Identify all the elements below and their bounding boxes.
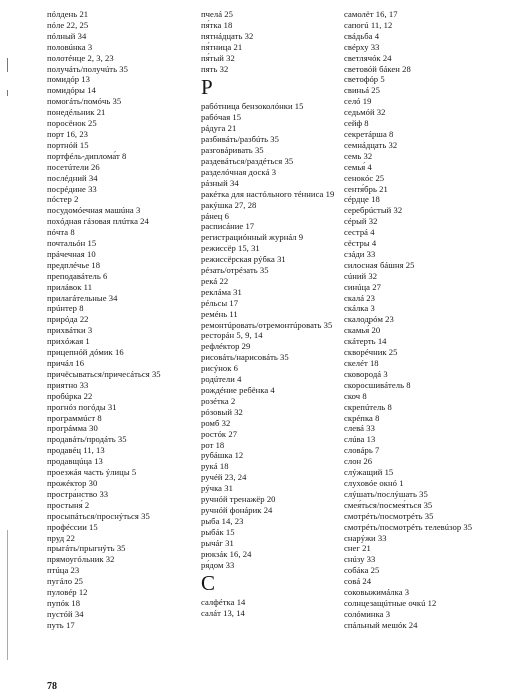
index-entry: понедéльник 21 <box>47 107 106 118</box>
index-entry: продавáть/продáть 35 <box>47 434 127 445</box>
index-entry: предплéчье 18 <box>47 259 101 270</box>
index-entry: смотрéть/посмотрéть телевúзор 35 <box>344 521 473 532</box>
index-entry: режиссёрская рýбка 31 <box>201 254 286 265</box>
index-entry: пятнáдцать 32 <box>201 30 254 41</box>
index-entry: светлячóк 24 <box>344 52 392 63</box>
index-entry: ремонтúровать/отремонтúровать 35 <box>201 319 333 330</box>
index-entry: причáл 16 <box>47 358 85 368</box>
index-entry: прихóжая 1 <box>47 336 90 347</box>
index-entry: прямоугóльник 32 <box>47 554 115 565</box>
index-entry: разговáривать 35 <box>201 145 264 156</box>
index-entry: сéрый 32 <box>344 216 378 227</box>
index-entry: пугáло 25 <box>47 576 84 587</box>
index-entry: слúва 13 <box>344 434 376 445</box>
index-entry: сентя́брь 21 <box>344 183 388 194</box>
index-entry: реклáма 31 <box>201 286 242 297</box>
index-entry: салáт 13, 14 <box>201 608 245 619</box>
index-entry: прúнтер 8 <box>47 303 84 314</box>
index-entry: получáть/получúть 35 <box>47 63 128 74</box>
index-entry: рубáшка 12 <box>201 450 244 461</box>
index-entry: рóзовый 32 <box>201 406 243 417</box>
index-entry: пóлдень 21 <box>47 9 89 19</box>
index-entry: ростóк 27 <box>201 428 238 439</box>
index-entry: рычáг 31 <box>201 537 234 548</box>
index-entry: рыба 14, 23 <box>201 515 244 526</box>
index-entry: синúца 27 <box>344 281 381 292</box>
index-entry: прихвáтки 3 <box>47 325 93 336</box>
index-entry: скалодрóм 23 <box>344 314 394 325</box>
index-entry: просыпáться/проснýться 35 <box>47 510 150 521</box>
index-entry: скоч 8 <box>344 390 367 401</box>
index-entry: ря́дом 33 <box>201 559 235 570</box>
index-entry: розéтка 2 <box>201 395 236 406</box>
index-entry: прожéктор 30 <box>47 477 98 488</box>
index-entry: ручнóй фонáрик 24 <box>201 504 273 515</box>
index-entry: причёсываться/причесáться 35 <box>47 368 161 379</box>
index-entry: пóчта 8 <box>47 227 75 238</box>
index-entry: сестрá 4 <box>344 227 375 238</box>
index-entry: проезжáя часть ýлицы 5 <box>47 467 137 478</box>
index-entry: прирóда 22 <box>47 314 89 325</box>
index-entry: помидóр 13 <box>47 74 90 85</box>
index-entry: рýчка 31 <box>201 483 233 494</box>
index-entry: сенокóс 25 <box>344 172 385 183</box>
index-entry: сейф 8 <box>344 118 369 129</box>
index-entry: пóстер 2 <box>47 194 79 205</box>
index-entry: пя́тница 21 <box>201 41 243 52</box>
index-entry: снúзу 33 <box>344 554 376 565</box>
index-entry: посудомóечная машúна 3 <box>47 205 141 216</box>
index-entry: скворéчник 25 <box>344 347 398 358</box>
page-number: 78 <box>47 681 57 692</box>
index-entry: раздевáться/раздéться 35 <box>201 155 294 166</box>
index-entry: рéзать/отрéзать 35 <box>201 265 269 276</box>
index-entry: скáлка 3 <box>344 303 375 314</box>
index-entry: пробúрка 22 <box>47 390 93 401</box>
section-letter: Р <box>201 75 213 100</box>
index-entry: похóдная гáзовая плúтка 24 <box>47 216 149 227</box>
section-letter: С <box>201 571 216 596</box>
index-entry: рекá 22 <box>201 275 229 286</box>
index-entry: регистрациóнный журнáл 9 <box>201 232 304 243</box>
index-entry: прыгáть/прыгнýть 35 <box>47 543 126 554</box>
index-entry: серебрúстый 32 <box>344 205 403 216</box>
index-entry: снег 21 <box>344 543 371 554</box>
index-entry: пóле 22, 25 <box>47 19 89 30</box>
index-entry: смея́ться/посмея́ться 35 <box>344 499 433 510</box>
index-entry: пруд 22 <box>47 532 76 543</box>
index-entry: рáдуга 21 <box>201 123 237 134</box>
index-entry: поросёнок 25 <box>47 118 97 129</box>
index-entry: рáзный 34 <box>201 177 239 188</box>
index-entry: салфéтка 14 <box>201 597 246 608</box>
index-entry: простыня́ 2 <box>47 499 90 510</box>
index-entry: рабóтница бензоколóнки 15 <box>201 101 304 112</box>
index-entry: пя́тый 32 <box>201 52 235 63</box>
index-entry: ракéтка для настóльного тéнниса 19 <box>201 188 335 199</box>
index-entry: скелéт 18 <box>344 358 379 368</box>
index-entry: солóминка 3 <box>344 608 391 619</box>
index-entry: половúнка 3 <box>47 41 93 52</box>
index-entry: ресторáн 5, 9, 14 <box>201 330 263 341</box>
index-entry: рáнец 6 <box>201 210 229 221</box>
index-entry: скрéпка 8 <box>344 412 380 423</box>
index-column-2 <box>201 9 334 619</box>
index-entry: портнóй 15 <box>47 139 89 150</box>
index-entry: сёстры 4 <box>344 238 377 249</box>
index-entry: собáка 25 <box>344 565 380 576</box>
index-entry: прилагáтельные 34 <box>47 292 118 303</box>
index-entry: продавщúца 13 <box>47 456 103 467</box>
index-entry: пять 32 <box>201 63 229 74</box>
index-entry: прáчечная 10 <box>47 248 96 259</box>
index-entry: портфéль-диплома́т 8 <box>47 150 127 161</box>
index-entry: светофóр 5 <box>344 74 385 85</box>
index-entry: путь 17 <box>47 619 75 630</box>
scan-edge-mark <box>7 530 8 660</box>
index-entry: сéрдце 18 <box>344 194 380 205</box>
index-entry: сúний 32 <box>344 270 378 281</box>
index-entry: слевá 33 <box>344 423 375 434</box>
index-entry: рюкзáк 16, 24 <box>201 548 252 559</box>
index-entry: рот 18 <box>201 439 225 450</box>
index-entry: скамья́ 20 <box>344 325 381 336</box>
index-entry: рукá 18 <box>201 461 229 472</box>
index-entry: ракýшка 27, 28 <box>201 199 257 210</box>
index-entry: световóй бáкен 28 <box>344 63 411 74</box>
index-entry: ремéнь 11 <box>201 308 238 319</box>
index-entry: семь 32 <box>344 150 373 161</box>
index-entry: ромб 32 <box>201 417 231 428</box>
index-entry: режиссёр 15, 31 <box>201 243 260 254</box>
index-entry: прилáвок 11 <box>47 281 93 292</box>
index-entry: посрéдине 33 <box>47 183 97 194</box>
index-entry: силосная бáшня 25 <box>344 259 415 270</box>
index-entry: преподавáтель 6 <box>47 270 108 281</box>
index-entry: расписáние 17 <box>201 221 255 232</box>
index-entry: программúст 8 <box>47 412 102 423</box>
index-entry: послéдний 34 <box>47 172 98 183</box>
index-entry: рабóчая 15 <box>201 112 242 123</box>
index-entry: солнцезащúтные очкú 12 <box>344 597 437 608</box>
index-entry: приятно 33 <box>47 379 89 390</box>
index-entry: соковыжимáлка 3 <box>344 587 410 598</box>
index-entry: прицепнóй дóмик 16 <box>47 347 124 358</box>
index-entry: профéссии 15 <box>47 521 98 532</box>
index-entry: разделóчная доскá 3 <box>201 166 277 177</box>
index-entry: пуловéр 12 <box>47 587 88 598</box>
index-entry: почтальóн 15 <box>47 238 97 249</box>
index-entry: птúца 23 <box>47 565 80 576</box>
index-entry: рыбáк 15 <box>201 526 235 537</box>
index-entry: разбивáть/разбúть 35 <box>201 134 280 145</box>
index-entry: посетúтели 26 <box>47 161 100 172</box>
index-entry: семнáдцать 32 <box>344 139 398 150</box>
index-entry: пупóк 18 <box>47 597 81 608</box>
index-entry: сковородá 3 <box>344 368 388 379</box>
index-entry: слýжащий 15 <box>344 467 394 478</box>
index-entry: спáльный мешóк 24 <box>344 619 418 630</box>
index-entry: рождéние ребёнка 4 <box>201 385 275 395</box>
index-entry: свáдьба 4 <box>344 30 380 41</box>
index-entry: пустóй 34 <box>47 608 84 619</box>
index-entry: совá 24 <box>344 576 372 587</box>
index-entry: самолёт 16, 17 <box>344 9 398 19</box>
index-entry: свéрху 33 <box>344 41 380 52</box>
index-entry: смотрéть/посмотрéть 35 <box>344 510 434 521</box>
index-entry: рисýнок 6 <box>201 363 238 374</box>
index-entry: снарýжи 33 <box>344 532 387 543</box>
index-entry: рефлéктор 29 <box>201 341 251 352</box>
index-entry: порт 16, 23 <box>47 128 89 139</box>
index-entry: слуховóе окнó 1 <box>344 477 404 488</box>
scan-edge-mark <box>7 90 8 96</box>
index-entry: продавéц 11, 13 <box>47 445 105 456</box>
index-entry: прогрáмма 30 <box>47 423 98 434</box>
index-entry: прогнóз погóды 31 <box>47 401 117 412</box>
index-entry: сапогú 11, 12 <box>344 19 393 30</box>
index-entry: рéльсы 17 <box>201 297 239 308</box>
index-column-3 <box>344 9 472 631</box>
index-entry: скáтерть 14 <box>344 336 387 347</box>
scan-edge-mark <box>7 58 8 72</box>
index-entry: сзáди 33 <box>344 248 376 259</box>
index-entry: скрепúтель 8 <box>344 401 392 412</box>
index-entry: родúтели 4 <box>201 374 242 385</box>
index-entry: простра́нство 33 <box>47 488 109 499</box>
index-entry: слýшать/послýшать 35 <box>344 488 428 499</box>
index-entry: пóлный 34 <box>47 30 87 41</box>
index-entry: ручнóй тренажёр 20 <box>201 494 276 505</box>
index-entry: скалá 23 <box>344 292 375 303</box>
index-entry: пя́тка 18 <box>201 19 233 30</box>
index-entry: селó 19 <box>344 96 372 107</box>
index-entry: ручéй 23, 24 <box>201 472 247 483</box>
index-entry: пчелá 25 <box>201 9 233 19</box>
index-column-1 <box>47 9 161 631</box>
index-entry: помидóры 14 <box>47 85 96 96</box>
index-entry: скоросшивáтель 8 <box>344 379 411 390</box>
index-entry: седьмóй 32 <box>344 107 386 118</box>
index-entry: слон 26 <box>344 456 373 467</box>
index-entry: словáрь 7 <box>344 445 380 456</box>
index-entry: свиньá 25 <box>344 85 380 96</box>
index-entry: секретáрша 8 <box>344 128 394 139</box>
index-entry: помогáть/помóчь 35 <box>47 96 122 107</box>
index-entry: семья́ 4 <box>344 161 372 172</box>
index-entry: рисовáть/нарисовáть 35 <box>201 352 289 363</box>
index-entry: полотéнце 2, 3, 23 <box>47 52 114 63</box>
